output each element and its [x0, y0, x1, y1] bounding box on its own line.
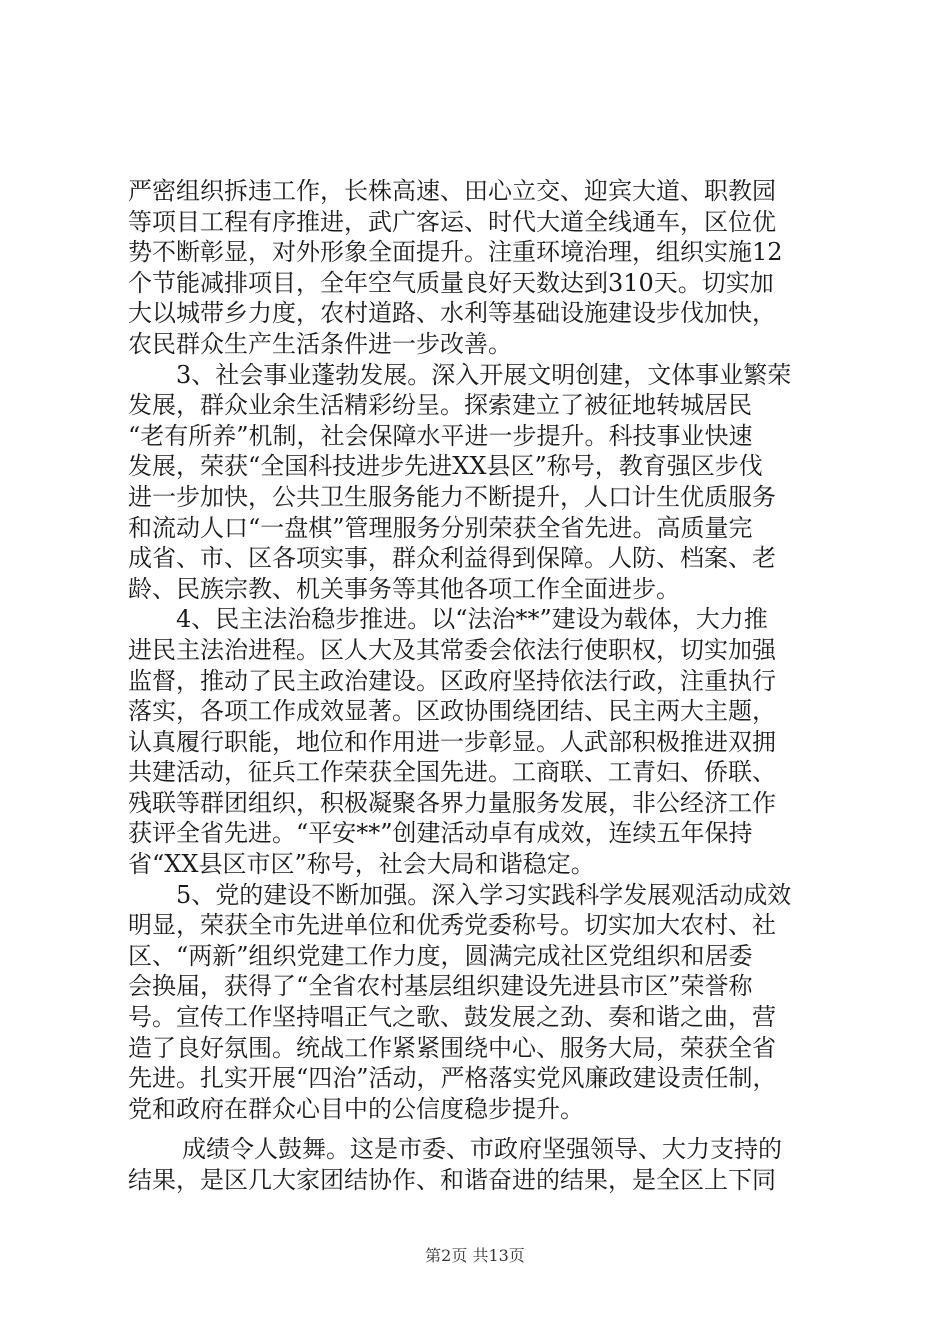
- text-line: 进一步加快，公共卫生服务能力不断提升，人口计生优质服务: [128, 482, 776, 511]
- text-line: 和流动人口“一盘棋”管理服务分别荣获全省先进。高质量完: [128, 513, 753, 542]
- paragraph-rule-of-law: [128, 604, 833, 879]
- text-line: 大以城带乡力度，农村道路、水利等基础设施建设步伐加快，: [128, 299, 776, 328]
- text-line: 严密组织拆违工作，长株高速、田心立交、迎宾大道、职教园: [128, 177, 776, 205]
- text-line: 结果，是区几大家团结协作、和谐奋进的结果，是全区上下同: [128, 1166, 776, 1194]
- text-line: 势不断彰显，对外形象全面提升。注重环境治理，组织实施12: [128, 238, 783, 267]
- text-line: 监督，推动了民主政治建设。区政府坚持依法行政，注重执行: [128, 666, 776, 695]
- text-line: 获评全省先进。“平安**”创建活动卓有成效，连续五年保持: [128, 819, 753, 848]
- paragraph-infrastructure: [128, 176, 833, 360]
- text-line: 个节能减排项目，全年空气质量良好天数达到310天。切实加: [128, 268, 774, 297]
- text-line: 区、“两新”组织党建工作力度，圆满完成社区党组织和居委: [128, 941, 753, 970]
- text-line: 明显，荣获全市先进单位和优秀党委称号。切实加大农村、社: [128, 911, 776, 940]
- text-line: 龄、民族宗教、机关事务等其他各项工作全面进步。: [128, 574, 680, 603]
- text-line: 认真履行职能，地位和作用进一步彰显。人武部积极推进双拥: [128, 727, 776, 756]
- text-line: 党和政府在群众心目中的公信度稳步提升。: [128, 1094, 584, 1123]
- text-line: 共建活动，征兵工作荣获全国先进。工商联、工青妇、侨联、: [128, 758, 776, 787]
- text-line: 发展，荣获“全国科技进步先进XX县区”称号，教育强区步伐: [128, 452, 763, 481]
- text-line: 落实，各项工作成效显著。区政协围绕团结、民主两大主题，: [128, 697, 776, 726]
- text-line: 进民主法治进程。区人大及其常委会依法行使职权，切实加强: [128, 635, 776, 664]
- text-line: “老有所养”机制，社会保障水平进一步提升。科技事业快速: [128, 421, 753, 450]
- paragraph-achievements: [128, 1134, 833, 1195]
- text-line: 造了良好氛围。统战工作紧紧围绕中心、服务大局，荣获全省: [128, 1033, 776, 1062]
- text-line: 省“XX县区市区”称号，社会大局和谐稳定。: [128, 850, 595, 879]
- text-line: 残联等群团组织，积极凝聚各界力量服务发展，非公经济工作: [128, 788, 776, 817]
- text-line: 5、党的建设不断加强。深入学习实践科学发展观活动成效: [176, 880, 792, 909]
- text-line: 4、民主法治稳步推进。以“法治**”建设为载体，大力推: [176, 605, 768, 634]
- text-line: 先进。扎实开展“四治”活动，严格落实党风廉政建设责任制，: [128, 1064, 777, 1093]
- text-line: 农民群众生产生活条件进一步改善。: [128, 329, 512, 358]
- text-line: 3、社会事业蓬勃发展。深入开展文明创建，文体事业繁荣: [176, 360, 792, 389]
- document-body: [128, 176, 833, 1196]
- text-line: 会换届，获得了“全省农村基层组织建设先进县市区”荣誉称: [128, 972, 753, 1001]
- text-line: 成省、市、区各项实事，群众利益得到保障。人防、档案、老: [128, 544, 776, 573]
- text-line: 等项目工程有序推进，武广客运、时代大道全线通车，区位优: [128, 207, 776, 236]
- paragraph-social-affairs: [128, 360, 833, 605]
- text-line: 号。宣传工作坚持唱正气之歌、鼓发展之劲、奏和谐之曲，营: [128, 1003, 776, 1032]
- text-line: 成绩令人鼓舞。这是市委、市政府坚强领导、大力支持的: [182, 1135, 782, 1164]
- paragraph-party-building: [128, 880, 833, 1125]
- page-number-footer: 第2页 共13页: [425, 1246, 525, 1265]
- text-line: 发展，群众业余生活精彩纷呈。探索建立了被征地转城居民: [128, 391, 752, 420]
